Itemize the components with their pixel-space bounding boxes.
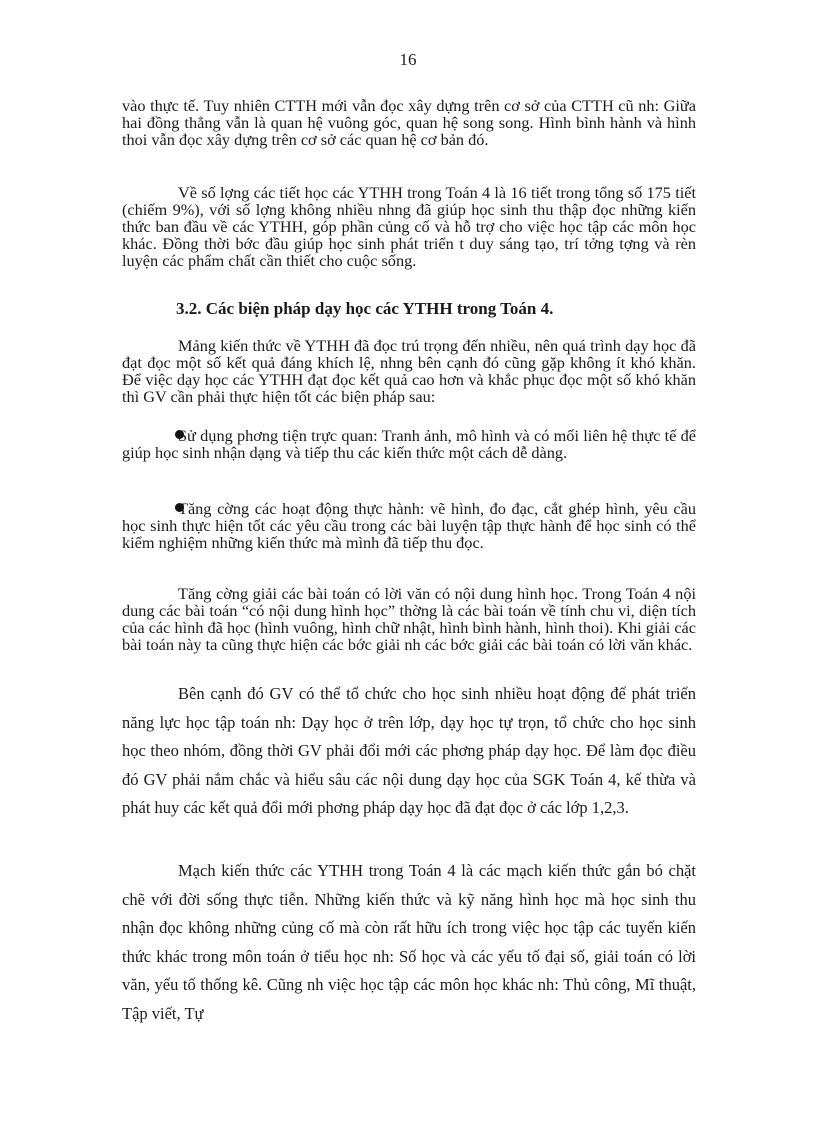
paragraph-2: Về số lợng các tiết học các YTHH trong Toán 4 là 16 tiết trong tổng số 175 tiết (chiếm 9%), với số lợng không nhiều nhng đã giúp học sinh thu thập đọc những kiến thức ban đầu về các YTHH, góp phần củng cố và hỗ trợ cho việc học tập các môn học khác. Đồng thời bớc đầu giúp học sinh phát triển t duy sáng tạo, trí tởng tợng và rèn luyện các phẩm chất cần thiết cho cuộc sống.	[122, 183, 696, 270]
page-number: 16	[399, 50, 417, 69]
bullet-item-1: Sử dụng phơng tiện trực quan: Tranh ảnh, mô hình và có mối liên hệ thực tế để giúp học sinh nhận dạng và tiếp thu các kiến thức một cách dễ dàng.	[122, 426, 696, 462]
paragraph-6: Mạch kiến thức các YTHH trong Toán 4 là các mạch kiến thức gắn bó chặt chẽ với đời sống thực tiễn. Những kiến thức và kỹ năng hình học mà học sinh thu nhận đọc không những củng cố mà còn rất hữu ích trong việc học tập các tuyến kiến thức khác trong môn toán ở tiểu học nh: Số học và các yếu tố đại số, giải toán có lời văn, yếu tố thống kê. Cũng nh việc học tập các môn học khác nh: Thủ công, Mĩ thuật, Tập viết, Tự	[122, 861, 696, 1023]
paragraph-3: Mảng kiến thức về YTHH đã đọc trú trọng đến nhiều, nên quá trình dạy học đã đạt đọc một số kết quả đáng khích lệ, nhng bên cạnh đó cũng gặp không ít khó khăn. Để việc dạy học các YTHH đạt đọc kết quả cao hơn và khắc phục đọc một số khó khăn thì GV cần phải thực hiện tốt các biện pháp sau:	[122, 336, 696, 406]
bullet-item-2: Tăng cờng các hoạt động thực hành: vẽ hình, đo đạc, cắt ghép hình, yêu cầu học sinh thực hiện tốt các yêu cầu trong các bài luyện tập thực hành để học sinh có thể kiểm nghiệm những kiến thức mà mình đã tiếp thu đọc.	[122, 499, 696, 552]
section-heading: 3.2. Các biện pháp dạy học các YTHH trong Toán 4.	[176, 299, 554, 318]
paragraph-4: Tăng cờng giải các bài toán có lời văn có nội dung hình học. Trong Toán 4 nội dung các bài toán “có nội dung hình học” thờng là các bài toán về tính chu vi, diện tích của các hình đã học (hình vuông, hình chữ nhật, hình bình hành, hình thoi). Khi giải các bài toán này ta cũng thực hiện các bớc giải nh các bớc giải các bài toán có lời văn khác.	[122, 584, 696, 654]
paragraph-1: vào thực tế. Tuy nhiên CTTH mới vẫn đọc xây dựng trên cơ sở của CTTH cũ nh: Giữa hai đồng thẳng vẫn là quan hệ vuông góc, quan hệ song song. Hình bình hành và hình thoi vẫn đọc xây dựng trên cơ sở các quan hệ cơ bản đó.	[122, 96, 696, 149]
paragraph-5: Bên cạnh đó GV có thể tổ chức cho học sinh nhiều hoạt động để phát triển năng lực học tập toán nh: Dạy học ở trên lớp, dạy học tự trọn, tổ chức cho học sinh học theo nhóm, đồng thời GV phải đổi mới các phơng pháp dạy học. Để làm đọc điều đó GV phải nắm chắc và hiểu sâu các nội dung dạy học của SGK Toán 4, kế thừa và phát huy các kết quả đổi mới phơng pháp dạy học đã đạt đọc ở các lớp 1,2,3.	[122, 684, 696, 817]
